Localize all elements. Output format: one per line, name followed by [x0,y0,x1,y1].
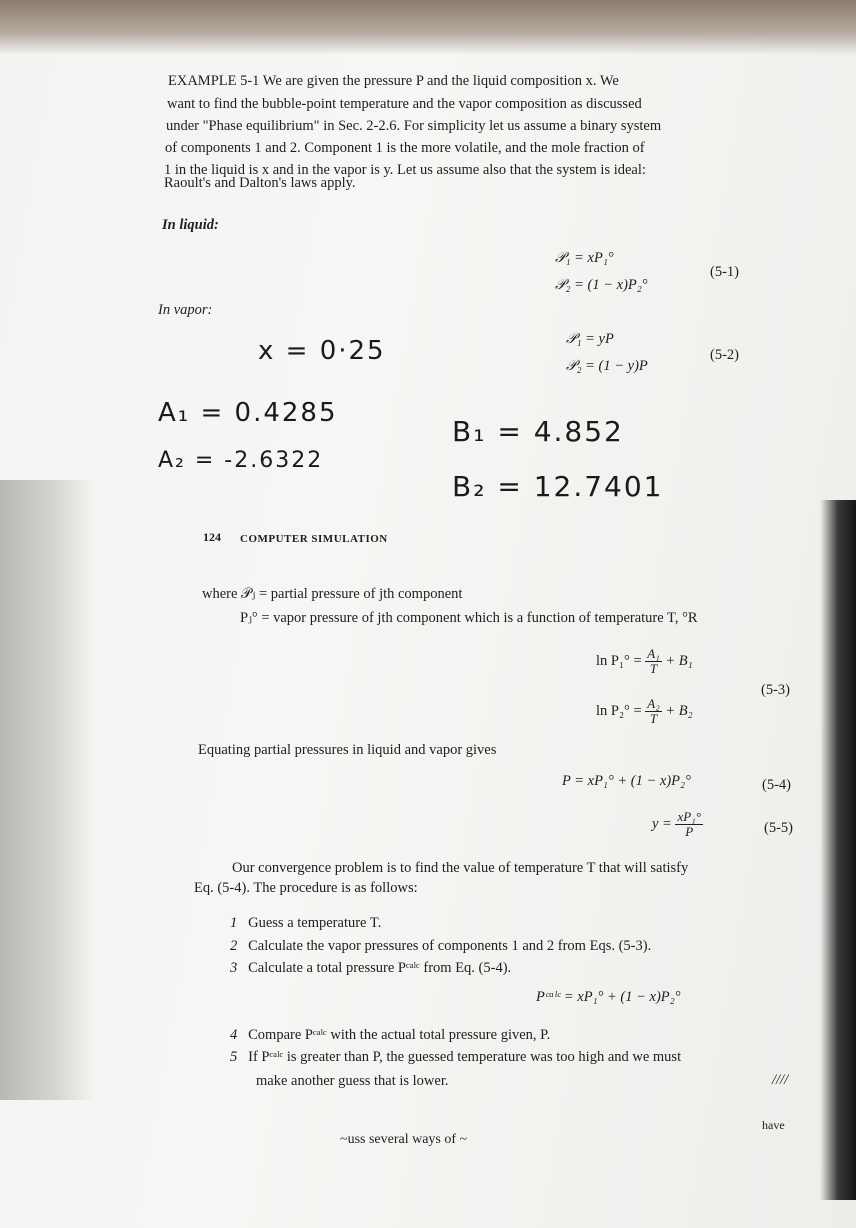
equation-total-pressure: P = xP₁° + (1 − x)P₂° [562,773,691,789]
equation-number-5-3: (5-3) [761,682,790,698]
equation-vapor-1: 𝒫₁ = yP [566,331,614,347]
ln-p2-denominator: T [649,711,658,726]
page-number: 124 [203,530,221,544]
equation-y [652,810,703,839]
cut-off-footer-text: ~uss several ways of ~ [340,1132,468,1147]
definition-partial-pressure: where 𝒫ⱼ = partial pressure of jth component [202,586,463,602]
equating-sentence: Equating partial pressures in liquid and vapor gives [198,742,497,758]
page-edge-shadow [820,500,856,1200]
step-number: 2 [230,938,238,954]
cut-off-corner-text: have [762,1118,785,1132]
equation-pcalc: Pᶜᵃˡᶜ = xP₁° + (1 − x)P₂° [536,989,681,1005]
ln-p1-denominator: T [649,661,658,676]
step-text: Guess a temperature T. [248,915,382,931]
step-5-continuation: make another guess that is lower. [256,1073,449,1089]
equation-ln-p1 [596,647,693,676]
ln-p2-left: ln P₂° = [596,702,642,719]
y-denominator: P [685,824,694,839]
y-fraction [675,810,702,839]
example-line: under "Phase equilibrium" in Sec. 2-2.6. For simplicity let us assume a binary system [166,118,662,134]
page-fold-shadow [0,0,856,55]
handwritten-b1: B₁ = 4.852 [452,415,624,448]
step-number: 4 [230,1027,238,1043]
example-line: want to find the bubble-point temperature and the vapor composition as discussed [167,96,642,112]
equation-number-5-5: (5-5) [764,820,793,836]
definition-vapor-pressure: Pⱼ° = vapor pressure of jth component which is a function of temperature T, °R [240,610,698,626]
equation-liquid-2: 𝒫₂ = (1 − x)P₂° [555,277,648,293]
vapor-heading: In vapor: [158,302,213,318]
list-item [230,937,651,956]
y-numerator: xP₁° [677,809,701,824]
example-line: Raoult's and Dalton's laws apply. [164,175,356,191]
ln-p2-fraction [645,697,661,726]
end-of-example-mark: //// [772,1072,789,1088]
convergence-line-2: Eq. (5-4). The procedure is as follows: [194,880,418,896]
y-left: y = [652,815,672,832]
equation-number-5-4: (5-4) [762,777,791,793]
step-text: Calculate a total pressure Pᶜᵃˡᶜ from Eq. (5-4). [248,960,512,976]
example-line: 1 in the liquid is x and in the vapor is y. Let us assume also that the system is ideal: [164,162,646,178]
convergence-line-1: Our convergence problem is to find the value of temperature T that will satisfy [232,860,689,876]
ln-p1-fraction [645,647,661,676]
liquid-heading: In liquid: [162,217,219,233]
handwritten-b2: B₂ = 12.7401 [452,470,664,503]
handwritten-a2: A₂ = -2.6322 [158,448,324,473]
step-text: Calculate the vapor pressures of components 1 and 2 from Eqs. (5-3). [248,938,652,954]
running-title: COMPUTER SIMULATION [240,533,388,545]
ln-p1-numerator: A₁ [647,646,660,661]
list-item [230,1048,681,1067]
equation-ln-p2 [596,697,693,726]
equation-number-5-2: (5-2) [710,347,739,363]
list-item [230,959,511,978]
equation-vapor-2: 𝒫₂ = (1 − y)P [566,358,648,374]
list-item [230,1026,550,1045]
spine-shadow [0,480,95,1100]
step-number: 1 [230,915,238,931]
handwritten-a1: A₁ = 0.4285 [158,398,338,428]
example-line: of components 1 and 2. Component 1 is the more volatile, and the mole fraction of [165,140,645,156]
list-item [230,914,381,933]
equation-liquid-1: 𝒫₁ = xP₁° [555,250,614,266]
equation-number-5-1: (5-1) [710,264,739,280]
step-number: 5 [230,1049,238,1065]
example-line: EXAMPLE 5-1 We are given the pressure P and the liquid composition x. We [168,73,619,89]
ln-p1-right: + B₁ [665,652,693,669]
ln-p1-left: ln P₁° = [596,652,642,669]
ln-p2-right: + B₂ [665,702,693,719]
step-text: Compare Pᶜᵃˡᶜ with the actual total pressure given, P. [248,1027,551,1043]
step-number: 3 [230,960,238,976]
handwritten-x-value: x = 0·25 [258,336,386,366]
step-text: If Pᶜᵃˡᶜ is greater than P, the guessed temperature was too high and we must [248,1049,682,1065]
ln-p2-numerator: A₂ [647,696,660,711]
